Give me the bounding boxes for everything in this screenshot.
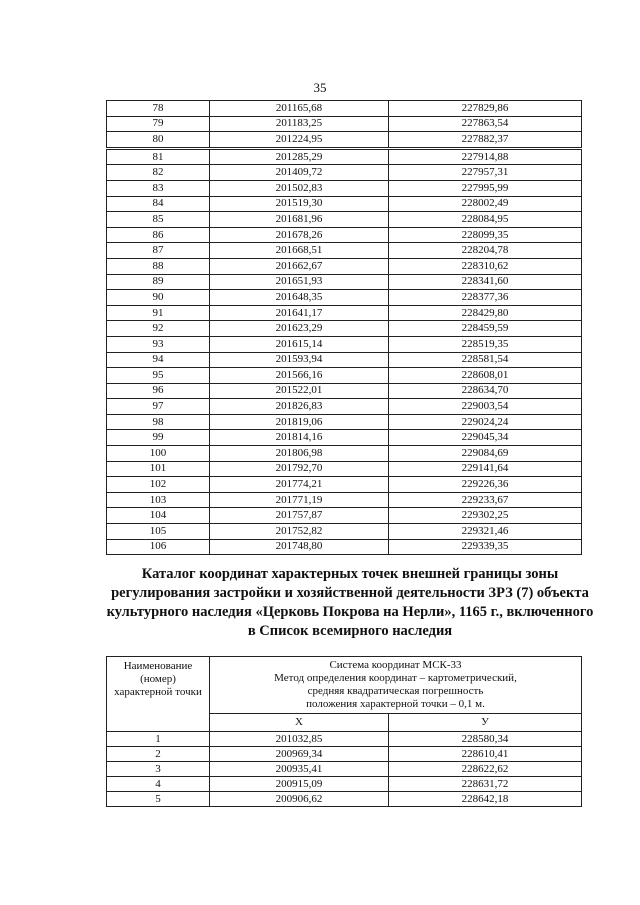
table-row [107, 477, 582, 493]
y-coordinate-cell: 228622,62 [389, 762, 582, 777]
table-row [107, 165, 582, 181]
table-row [107, 274, 582, 290]
point-number-cell: 2 [107, 747, 210, 762]
x-coordinate-cell: 201771,19 [210, 492, 389, 508]
x-coordinate-cell: 201774,21 [210, 477, 389, 493]
point-number-cell: 99 [107, 430, 210, 446]
table-row [107, 414, 582, 430]
point-number-cell: 5 [107, 792, 210, 807]
y-coordinate-cell: 227914,88 [389, 148, 582, 165]
point-number-cell: 88 [107, 258, 210, 274]
y-coordinate-cell: 228429,80 [389, 305, 582, 321]
point-number-cell: 3 [107, 762, 210, 777]
point-number-cell: 80 [107, 132, 210, 149]
table-row [107, 352, 582, 368]
point-number-cell: 101 [107, 461, 210, 477]
point-number-cell: 94 [107, 352, 210, 368]
table-row [107, 383, 582, 399]
point-number-cell: 102 [107, 477, 210, 493]
y-coordinate-cell: 228341,60 [389, 274, 582, 290]
x-coordinate-cell: 201165,68 [210, 101, 389, 117]
point-number-cell: 105 [107, 524, 210, 540]
y-coordinate-cell: 228310,62 [389, 258, 582, 274]
coordinates-table-body [107, 101, 582, 555]
y-coordinate-cell: 229024,24 [389, 414, 582, 430]
table-row [107, 290, 582, 306]
page-number: 35 [313, 80, 327, 95]
y-coordinate-cell: 228377,36 [389, 290, 582, 306]
x-coordinate-cell: 201522,01 [210, 383, 389, 399]
table-row [107, 336, 582, 352]
table-row [107, 227, 582, 243]
point-number-cell: 90 [107, 290, 210, 306]
header-coordinate-system [210, 657, 582, 714]
y-coordinate-cell: 228631,72 [389, 777, 582, 792]
table-row [107, 492, 582, 508]
x-coordinate-cell: 200969,34 [210, 747, 389, 762]
section-title-line-4: в Список всемирного наследия [247, 623, 453, 639]
header-y: У [389, 714, 582, 732]
point-number-cell: 93 [107, 336, 210, 352]
section-title-line-1: Каталог координат характерных точек внешней границы зоны [141, 566, 559, 582]
y-coordinate-cell: 228204,78 [389, 243, 582, 259]
table-row [107, 258, 582, 274]
x-coordinate-cell: 201748,80 [210, 539, 389, 555]
point-number-cell: 82 [107, 165, 210, 181]
table-row [107, 747, 582, 762]
x-coordinate-cell: 201566,16 [210, 368, 389, 384]
point-number-cell: 92 [107, 321, 210, 337]
y-coordinate-cell: 227882,37 [389, 132, 582, 149]
table-row [107, 792, 582, 807]
y-coordinate-cell: 228099,35 [389, 227, 582, 243]
y-coordinate-cell: 227957,31 [389, 165, 582, 181]
table-row [107, 196, 582, 212]
x-coordinate-cell: 201224,95 [210, 132, 389, 149]
table-row [107, 430, 582, 446]
x-coordinate-cell: 201806,98 [210, 446, 389, 462]
x-coordinate-cell: 201681,96 [210, 212, 389, 228]
zrz7-table-body [107, 732, 582, 807]
x-coordinate-cell: 201519,30 [210, 196, 389, 212]
point-number-cell: 79 [107, 116, 210, 132]
point-number-cell: 96 [107, 383, 210, 399]
x-coordinate-cell: 201819,06 [210, 414, 389, 430]
x-coordinate-cell: 201183,25 [210, 116, 389, 132]
point-number-cell: 78 [107, 101, 210, 117]
point-number-cell: 85 [107, 212, 210, 228]
table-row [107, 762, 582, 777]
y-coordinate-cell: 227863,54 [389, 116, 582, 132]
table-row [107, 539, 582, 555]
header-point-name-line-3: характерной точки [114, 686, 202, 698]
table-row [107, 446, 582, 462]
table-row [107, 243, 582, 259]
y-coordinate-cell: 229233,67 [389, 492, 582, 508]
point-number-cell: 84 [107, 196, 210, 212]
table-row [107, 508, 582, 524]
table-row [107, 368, 582, 384]
y-coordinate-cell: 228608,01 [389, 368, 582, 384]
section-title-line-3: культурного наследия «Церковь Покрова на Нерли», 1165 г., включенного [106, 604, 594, 620]
y-coordinate-cell: 228459,59 [389, 321, 582, 337]
header-point-name-line-1: Наименование [123, 660, 193, 672]
table-row [107, 399, 582, 415]
header-system-line-1: Система координат МСК-33 [329, 659, 462, 671]
x-coordinate-cell: 200906,62 [210, 792, 389, 807]
y-coordinate-cell: 227829,86 [389, 101, 582, 117]
table-row [107, 180, 582, 196]
table-row [107, 116, 582, 132]
header-system-line-2: Метод определения координат – картометрический, [274, 672, 517, 684]
section-title [90, 565, 610, 641]
section-title-line-2: регулирования застройки и хозяйственной деятельности ЗРЗ (7) объекта [111, 585, 589, 601]
table-row [107, 305, 582, 321]
y-coordinate-cell: 228519,35 [389, 336, 582, 352]
x-coordinate-cell: 201502,83 [210, 180, 389, 196]
x-coordinate-cell: 201752,82 [210, 524, 389, 540]
point-number-cell: 104 [107, 508, 210, 524]
y-coordinate-cell: 229321,46 [389, 524, 582, 540]
header-point-name [107, 657, 210, 732]
point-number-cell: 4 [107, 777, 210, 792]
table-row [107, 524, 582, 540]
header-point-name-line-2: (номер) [140, 673, 176, 685]
x-coordinate-cell: 201641,17 [210, 305, 389, 321]
y-coordinate-cell: 228084,95 [389, 212, 582, 228]
table-row [107, 321, 582, 337]
table-row [107, 777, 582, 792]
table-row [107, 148, 582, 165]
point-number-cell: 89 [107, 274, 210, 290]
point-number-cell: 87 [107, 243, 210, 259]
x-coordinate-cell: 201792,70 [210, 461, 389, 477]
point-number-cell: 98 [107, 414, 210, 430]
x-coordinate-cell: 201409,72 [210, 165, 389, 181]
x-coordinate-cell: 200915,09 [210, 777, 389, 792]
y-coordinate-cell: 228634,70 [389, 383, 582, 399]
coordinates-table-continued [106, 100, 582, 555]
point-number-cell: 97 [107, 399, 210, 415]
x-coordinate-cell: 201651,93 [210, 274, 389, 290]
table-row [107, 101, 582, 117]
x-coordinate-cell: 200935,41 [210, 762, 389, 777]
y-coordinate-cell: 229045,34 [389, 430, 582, 446]
x-coordinate-cell: 201678,26 [210, 227, 389, 243]
point-number-cell: 81 [107, 148, 210, 165]
header-system-line-3: средняя квадратическая погрешность [307, 685, 484, 697]
x-coordinate-cell: 201826,83 [210, 399, 389, 415]
y-coordinate-cell: 229302,25 [389, 508, 582, 524]
y-coordinate-cell: 229003,54 [389, 399, 582, 415]
y-coordinate-cell: 229084,69 [389, 446, 582, 462]
y-coordinate-cell: 228610,41 [389, 747, 582, 762]
y-coordinate-cell: 227995,99 [389, 180, 582, 196]
point-number-cell: 86 [107, 227, 210, 243]
point-number-cell: 106 [107, 539, 210, 555]
coordinates-table-zrz7 [106, 656, 582, 807]
x-coordinate-cell: 201593,94 [210, 352, 389, 368]
y-coordinate-cell: 228642,18 [389, 792, 582, 807]
x-coordinate-cell: 201662,67 [210, 258, 389, 274]
y-coordinate-cell: 229339,35 [389, 539, 582, 555]
x-coordinate-cell: 201623,29 [210, 321, 389, 337]
header-x: X [210, 714, 389, 732]
y-coordinate-cell: 229141,64 [389, 461, 582, 477]
y-coordinate-cell: 228002,49 [389, 196, 582, 212]
point-number-cell: 1 [107, 732, 210, 747]
x-coordinate-cell: 201285,29 [210, 148, 389, 165]
x-coordinate-cell: 201032,85 [210, 732, 389, 747]
y-coordinate-cell: 229226,36 [389, 477, 582, 493]
table-row [107, 212, 582, 228]
point-number-cell: 100 [107, 446, 210, 462]
table-row [107, 732, 582, 747]
x-coordinate-cell: 201648,35 [210, 290, 389, 306]
table-row [107, 132, 582, 149]
point-number-cell: 95 [107, 368, 210, 384]
y-coordinate-cell: 228580,34 [389, 732, 582, 747]
x-coordinate-cell: 201814,16 [210, 430, 389, 446]
point-number-cell: 83 [107, 180, 210, 196]
x-coordinate-cell: 201615,14 [210, 336, 389, 352]
point-number-cell: 103 [107, 492, 210, 508]
table-row [107, 461, 582, 477]
x-coordinate-cell: 201757,87 [210, 508, 389, 524]
header-system-line-4: положения характерной точки – 0,1 м. [306, 698, 485, 710]
y-coordinate-cell: 228581,54 [389, 352, 582, 368]
point-number-cell: 91 [107, 305, 210, 321]
x-coordinate-cell: 201668,51 [210, 243, 389, 259]
